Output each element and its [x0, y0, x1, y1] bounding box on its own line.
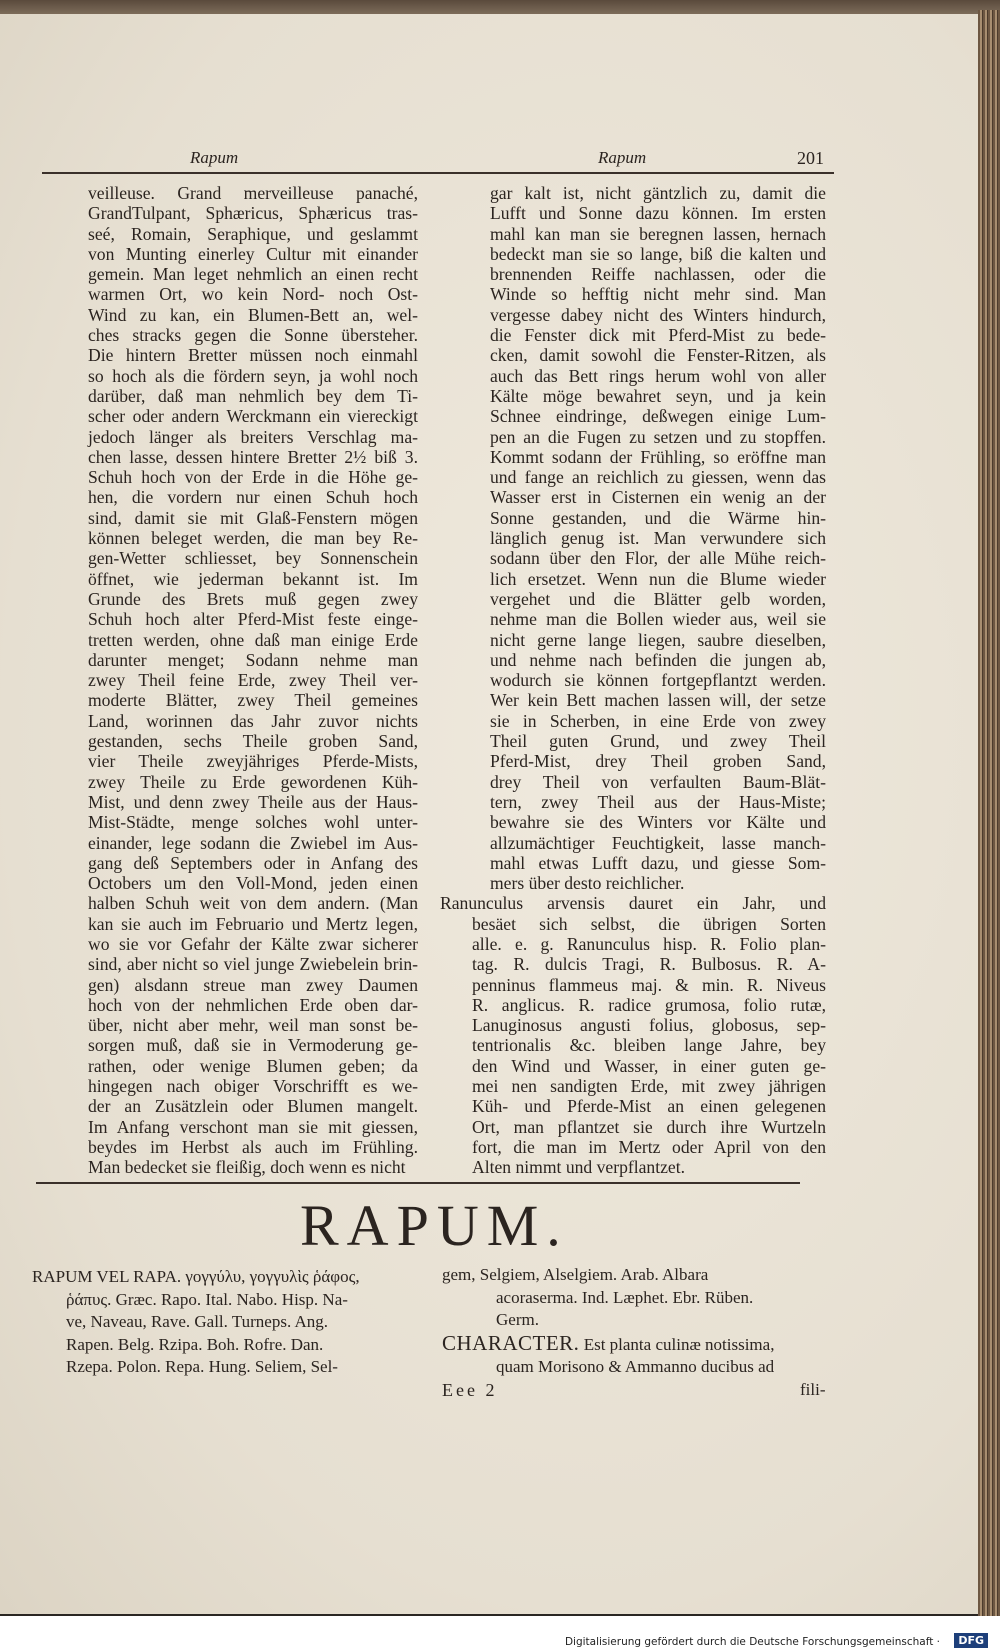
- right-column-line: auch das Bett rings herum wohl von aller: [490, 365, 826, 386]
- right-column-line: nehme man die Bollen wieder aus, weil sie: [490, 609, 826, 630]
- left-column-line: so hoch als die fördern seyn, ja wohl noch: [88, 365, 418, 386]
- right-column-line: mahl etwas Lufft dazu, und giesse Som-: [490, 852, 826, 873]
- book-fore-edge: [978, 10, 1000, 1630]
- right-column-line: gar kalt ist, nicht gäntzlich zu, damit die: [490, 183, 826, 203]
- left-column-line: Mist, und denn zwey Theile aus der Haus-: [88, 791, 418, 812]
- left-column-line: gestanden, sechs Theile groben Sand,: [88, 731, 418, 752]
- left-column-line: gang deß Septembers oder in Anfang des: [88, 852, 418, 873]
- left-column-line: einander, lege sodann die Zwiebel im Aus-: [88, 832, 418, 853]
- ranunculus-line: tag. R. dulcis Tragi, R. Bulbosus. R. A-: [472, 954, 826, 975]
- ranunculus-line: Ort, man pflantzet sie durch ihre Wurtzeln: [472, 1116, 826, 1137]
- left-column-line: Land, worinnen das Jahr zuvor nichts: [88, 710, 418, 731]
- left-column-line: Schuh hoch von der Erde in die Höhe ge-: [88, 467, 418, 488]
- left-column-line: chen lasse, dessen hintere Bretter 2½ biß 3.: [88, 446, 418, 467]
- left-column-line: darüber, daß man nehmlich bey dem Ti-: [88, 385, 418, 406]
- character-label: CHARACTER.: [442, 1330, 580, 1355]
- running-head-center: Rapum: [598, 148, 647, 167]
- character-text-1: Est planta culinæ notissima,: [583, 1334, 775, 1354]
- right-column-line: mers über desto reichlicher.: [490, 873, 685, 894]
- left-column-line: sind, damit sie mit Glaß-Fenstern mögen: [88, 507, 418, 528]
- left-column-line: gen) alsdann streue man zwey Daumen: [88, 974, 418, 995]
- rapum-synonyms-left: [32, 1266, 424, 1379]
- left-column-line: gen-Wetter schliesset, bey Sonnenschein: [88, 548, 418, 569]
- ranunculus-line: Alten nimmt und verpflantzet.: [472, 1157, 686, 1178]
- right-column-line: die Fenster dick mit Pferd-Mist zu bede-: [490, 325, 826, 346]
- rapum-left-line: RAPUM VEL RAPA. γογγύλυ, γογγυλὶς ῥάφος,: [32, 1267, 360, 1286]
- character-text-2: quam Morisono & Ammanno ducibus ad: [496, 1357, 775, 1376]
- rapum-left-line: ῥάπυς. Græc. Rapo. Ital. Nabo. Hisp. Na-: [66, 1289, 348, 1309]
- right-column-line: nicht gerne lange liegen, saubre dieselben,: [490, 629, 826, 650]
- left-column-line: jedoch länger als breiters Verschlag ma-: [88, 426, 418, 447]
- left-column-line: vier Theile zweyjähriges Pferde-Mists,: [88, 751, 418, 772]
- left-column-line: GrandTulpant, Sphæricus, Sphæricus tras-: [88, 203, 418, 224]
- right-column-line: Sonne gestanden, und die Wärme hin-: [490, 507, 826, 528]
- right-column-line: bewahre sie des Winters vor Kälte und: [490, 812, 826, 833]
- dfg-logo: DFG: [954, 1633, 988, 1648]
- rapum-left-line: ve, Naveau, Rave. Gall. Turneps. Ang.: [66, 1312, 329, 1331]
- catchword: fili-: [800, 1380, 826, 1399]
- right-text-column: [440, 183, 826, 1178]
- right-column-line: Kälte möge bewahret seyn, und ja kein: [490, 385, 826, 406]
- ranunculus-line: penninus flammeus maj. & min. R. Niveus: [472, 974, 826, 995]
- left-column-line: Die hintern Bretter müssen noch einmahl: [88, 345, 418, 366]
- right-column-line: Lufft und Sonne dazu können. Im ersten: [490, 203, 826, 224]
- footer-credit: Digitalisierung gefördert durch die Deutsche Forschungsgemeinschaft ·: [564, 1636, 940, 1648]
- left-column-line: Man bedecket sie fleißig, doch wenn es nicht: [88, 1157, 406, 1178]
- character-line: [442, 1332, 826, 1357]
- right-column-line: tern, zwey Theil aus der Haus-Miste;: [490, 791, 826, 812]
- left-column-line: gemein. Man leget nehmlich an einen recht: [88, 264, 418, 285]
- right-column-line: vergehet und die Blätter gelb worden,: [490, 588, 826, 609]
- left-column-line: Wind zu kan, ein Blumen-Bett an, wel-: [88, 304, 418, 325]
- left-column-line: sind, aber nicht so viel junge Zwiebelein brin-: [88, 954, 418, 975]
- ranunculus-line: besäet sich selbst, die übrigen Sorten: [472, 913, 826, 934]
- rapum-synonyms-right: [442, 1264, 826, 1379]
- right-column-line: sodann über den Flor, der alle Mühe reich-: [490, 548, 826, 569]
- header-rule: [42, 172, 834, 174]
- left-column-line: scher oder andern Werckmann ein viereckigt: [88, 406, 418, 427]
- ranunculus-line: den Wind und Wasser, in einer guten ge-: [472, 1055, 826, 1076]
- right-column-line: cken, damit sowohl die Fenster-Ritzen, als: [490, 345, 826, 366]
- rapum-right-line: Germ.: [496, 1310, 539, 1329]
- ranunculus-paragraph: [440, 893, 826, 1178]
- left-column-line: tretten werden, ohne daß man einige Erde: [88, 629, 418, 650]
- left-column-line: Im Anfang verschont man sie mit giessen,: [88, 1116, 418, 1137]
- left-column-line: über, nicht aber mehr, weil man sonst be-: [88, 1015, 418, 1036]
- left-column-line: Schuh hoch alter Pferd-Mist feste einge-: [88, 609, 418, 630]
- left-column-line: Octobers um den Voll-Mond, jeden einen: [88, 873, 418, 894]
- right-column-line: mahl kan man sie beregnen lassen, hernach: [490, 223, 826, 244]
- left-column-line: der an Zusätzlein oder Blumen mangelt.: [88, 1096, 418, 1117]
- page-number: 201: [797, 148, 824, 168]
- left-column-line: moderte Blätter, zwey Theil gemeines: [88, 690, 418, 711]
- running-head-left: Rapum: [190, 148, 239, 167]
- right-column-line: Schnee eindringe, deßwegen einige Lum-: [490, 406, 826, 427]
- right-column-line: und fange an reichlich zu giessen, wenn das: [490, 467, 826, 488]
- rapum-right-line: gem, Selgiem, Alselgiem. Arab. Albara: [442, 1265, 709, 1284]
- ranunculus-line: mei nen sandigten Erde, mit zwey jährigen: [472, 1076, 826, 1097]
- left-column-line: warmen Ort, wo kein Nord- noch Ost-: [88, 284, 418, 305]
- left-column-line: Grunde des Brets muß gegen zwey: [88, 588, 418, 609]
- ranunculus-line: fort, die man im Mertz oder April von den: [472, 1136, 826, 1157]
- right-column-line: Wasser erst in Cisternen ein wenig an der: [490, 487, 826, 508]
- left-column-line: zwey Theile zu Erde gewordenen Küh-: [88, 771, 418, 792]
- left-column-line: darunter menget; Sodann nehme man: [88, 649, 418, 670]
- right-column-line: Theil guten Grund, und zwey Theil: [490, 731, 826, 752]
- ranunculus-line: alle. e. g. Ranunculus hisp. R. Folio plan-: [472, 933, 826, 954]
- rapum-left-line: Rapen. Belg. Rzipa. Boh. Rofre. Dan.: [66, 1334, 324, 1354]
- left-column-line: veilleuse. Grand merveilleuse panaché,: [88, 183, 418, 203]
- right-column-line: bedeckt man sie so lange, biß die kalten und: [490, 243, 826, 264]
- right-column-line: wodurch sie können fortgepflantzt werden.: [490, 670, 826, 691]
- left-column-line: seé, Romain, Seraphique, und geslammt: [88, 223, 418, 244]
- left-column-line: können beleget werden, die man bey Re-: [88, 528, 418, 549]
- left-text-column: [88, 183, 418, 1178]
- signature-mark: Eee 2: [442, 1380, 498, 1400]
- left-column-line: kan sie auch im Februario und Mertz legen,: [88, 913, 418, 934]
- ranunculus-line: Ranunculus arvensis dauret ein Jahr, und: [440, 893, 826, 914]
- right-column-line: allzumächtiger Feuchtigkeit, lasse manch-: [490, 832, 826, 853]
- ranunculus-line: tentrionalis &c. bleiben lange Jahre, bey: [472, 1035, 826, 1056]
- right-column-line: pen an die Fugen zu setzen und zu stopffen.: [490, 426, 826, 447]
- left-column-line: halben Schuh weit von dem andern. (Man: [88, 893, 418, 914]
- left-column-line: rathen, oder wenige Blumen geben; da: [88, 1055, 418, 1076]
- ranunculus-line: Lanuginosus angusti folius, globosus, sep-: [472, 1015, 826, 1036]
- right-column-line: brennenden Reiffe nachlassen, oder die: [490, 264, 826, 285]
- right-column-line: Kommt sodann der Frühling, so eröffne man: [490, 446, 826, 467]
- right-column-line: vergesse dabey nicht des Winters hindurch,: [490, 304, 826, 325]
- right-column-line: länglich genug ist. Man verwundere sich: [490, 528, 826, 549]
- rapum-left-line: Rzepa. Polon. Repa. Hung. Seliem, Sel-: [66, 1357, 338, 1376]
- left-column-line: ches stracks gegen die Sonne übersteher.: [88, 325, 418, 346]
- left-column-line: öffnet, wie jederman bekannt ist. Im: [88, 568, 418, 589]
- ranunculus-line: R. anglicus. R. radice grumosa, folio rutæ,: [472, 994, 826, 1015]
- ranunculus-line: Küh- und Pferde-Mist an einen gelegenen: [472, 1096, 826, 1117]
- right-column-line: sie in Scherben, in eine Erde von zwey: [490, 710, 826, 731]
- right-column-line: und nehme nach befinden die jungen ab,: [490, 649, 826, 670]
- right-column-line: Wer kein Bett machen lassen will, der setze: [490, 690, 826, 711]
- left-column-line: sorgen muß, daß sie in Vermoderung ge-: [88, 1035, 418, 1056]
- right-column-line: Winde so hefftig nicht mehr sind. Man: [490, 284, 826, 305]
- section-title: RAPUM.: [300, 1193, 569, 1258]
- left-column-line: Mist-Städte, menge solches wohl unter-: [88, 812, 418, 833]
- left-column-line: von Munting einerley Cultur mit einander: [88, 243, 418, 264]
- right-column-line: Pferd-Mist, drey Theil groben Sand,: [490, 751, 826, 772]
- left-column-line: beydes im Herbst als auch im Frühling.: [88, 1136, 418, 1157]
- right-column-line: drey Theil von verfaulten Baum-Blät-: [490, 771, 826, 792]
- left-column-line: hoch von der nehmlichen Erde oben dar-: [88, 994, 418, 1015]
- left-column-line: hen, die vordern nur einen Schuh hoch: [88, 487, 418, 508]
- left-column-line: zwey Theil feine Erde, zwey Theil ver-: [88, 670, 418, 691]
- left-column-line: hingegen nach obiger Vorschrifft es we-: [88, 1076, 418, 1097]
- section-rule: [36, 1182, 800, 1184]
- right-column-line: lich ersetzet. Wenn nun die Blume wieder: [490, 568, 826, 589]
- rapum-right-line: acoraserma. Ind. Læphet. Ebr. Rüben.: [496, 1287, 754, 1307]
- left-column-line: wo sie vor Gefahr der Kälte zwar sicherer: [88, 933, 418, 954]
